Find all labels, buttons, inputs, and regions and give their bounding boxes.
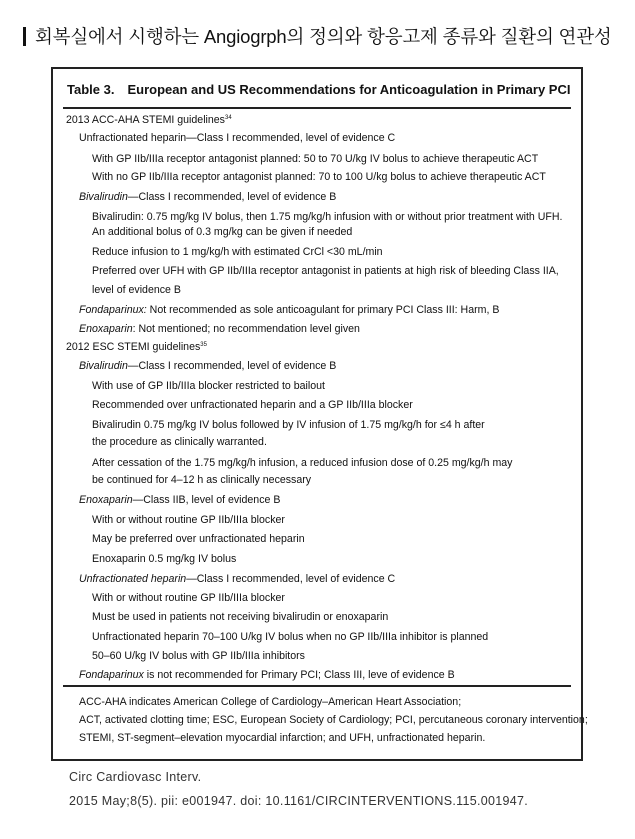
drug-name: Enoxaparin xyxy=(79,323,133,335)
detail-row xyxy=(92,533,305,546)
line-text: 2013 ACC-AHA STEMI guidelines xyxy=(66,114,225,126)
line-text: With no GP IIb/IIIa receptor antagonist planned: 70 to 100 U/kg bolus to achieve therapeutic ACT xyxy=(92,171,546,183)
line-text: Reduce infusion to 1 mg/kg/h with estimated CrCl <30 mL/min xyxy=(92,246,383,258)
line-text: : Not mentioned; no recommendation level given xyxy=(132,323,360,335)
guideline-heading xyxy=(66,341,207,354)
detail-row xyxy=(92,611,388,624)
citation-journal: Circ Cardiovasc Interv. xyxy=(69,770,202,784)
line-text: Preferred over UFH with GP IIb/IIIa receptor antagonist in patients at high risk of bleeding Class IIA, xyxy=(92,265,559,277)
drug-name: Fondaparinux xyxy=(79,669,144,681)
line-text: With or without routine GP IIb/IIIa blocker xyxy=(92,592,285,604)
detail-row xyxy=(92,171,546,184)
detail-row xyxy=(92,457,512,470)
table-number: Table 3. xyxy=(67,82,115,97)
reference-superscript: 34 xyxy=(224,115,232,121)
line-text: 2012 ESC STEMI guidelines xyxy=(66,341,201,353)
line-text: 50–60 U/kg IV bolus with GP IIb/IIIa inhibitors xyxy=(92,650,305,662)
page-heading xyxy=(23,24,612,48)
detail-row xyxy=(92,153,538,166)
line-text: May be preferred over unfractionated heparin xyxy=(92,533,305,545)
detail-row xyxy=(92,265,559,278)
drug-row xyxy=(79,669,455,682)
drug-row xyxy=(79,323,360,336)
line-text: be continued for 4–12 h as clinically necessary xyxy=(92,474,312,486)
drug-row xyxy=(79,494,280,507)
detail-row xyxy=(92,380,325,393)
line-text: An additional bolus of 0.3 mg/kg can be given if needed xyxy=(92,226,353,238)
line-text: With or without routine GP IIb/IIIa blocker xyxy=(92,514,285,526)
detail-row xyxy=(92,631,488,644)
footnote-rule xyxy=(63,685,571,687)
line-text: Not recommended as sole anticoagulant for primary PCI Class III: Harm, B xyxy=(146,304,500,316)
detail-row xyxy=(92,284,181,297)
detail-row xyxy=(92,436,267,449)
heading-bar xyxy=(23,27,26,46)
footnote-line: ACT, activated clotting time; ESC, European Society of Cardiology; PCI, percutaneous coronary intervention; xyxy=(79,714,588,726)
line-text: —Class I recommended, level of evidence C xyxy=(186,573,396,585)
drug-row xyxy=(79,304,499,317)
line-text: Must be used in patients not receiving bivalirudin or enoxaparin xyxy=(92,611,389,623)
table-title xyxy=(67,82,570,97)
citation-details: 2015 May;8(5). pii: e001947. doi: 10.1161/CIRCINTERVENTIONS.115.001947. xyxy=(69,794,529,808)
line-text: Bivalirudin: 0.75 mg/kg IV bolus, then 1.75 mg/kg/h infusion with or without prior treatment with UFH. xyxy=(92,211,563,223)
line-text: Unfractionated heparin 70–100 U/kg IV bolus when no GP IIb/IIIa inhibitor is planned xyxy=(92,631,489,643)
drug-name: Unfractionated heparin xyxy=(79,573,187,585)
line-text: Unfractionated heparin—Class I recommended, level of evidence C xyxy=(79,132,396,144)
drug-name: Bivalirudin xyxy=(79,191,128,203)
line-text: is not recommended for Primary PCI; Class III, leve of evidence B xyxy=(143,669,455,681)
detail-row xyxy=(92,474,311,487)
line-text: Enoxaparin 0.5 mg/kg IV bolus xyxy=(92,553,237,565)
line-text: Bivalirudin 0.75 mg/kg IV bolus followed by IV infusion of 1.75 mg/kg/h for ≤4 h after xyxy=(92,419,485,431)
detail-row xyxy=(92,226,352,239)
detail-row xyxy=(92,553,236,566)
guideline-heading xyxy=(66,114,232,127)
drug-row xyxy=(79,360,336,373)
drug-row xyxy=(79,132,395,145)
detail-row xyxy=(92,246,383,259)
line-text: level of evidence B xyxy=(92,284,181,296)
reference-superscript: 35 xyxy=(200,342,207,348)
drug-name: Enoxaparin xyxy=(79,494,133,506)
title-rule xyxy=(63,107,571,109)
detail-row xyxy=(92,514,285,527)
heading-text: 회복실에서 시행하는 Angiogrph의 정의와 항응고제 종류와 질환의 연관성 xyxy=(35,26,612,47)
drug-name: Bivalirudin xyxy=(79,360,128,372)
detail-row xyxy=(92,419,485,432)
detail-row xyxy=(92,592,285,605)
footnote-line: ACC-AHA indicates American College of Cardiology–American Heart Association; xyxy=(79,696,462,708)
table-title-text: European and US Recommendations for Anticoagulation in Primary PCI xyxy=(127,82,571,97)
drug-row xyxy=(79,191,336,204)
table-box xyxy=(51,67,588,761)
footnote-line: STEMI, ST-segment–elevation myocardial infarction; and UFH, unfractionated heparin. xyxy=(79,732,486,744)
line-text: With use of GP IIb/IIIa blocker restricted to bailout xyxy=(92,380,325,392)
line-text: the procedure as clinically warranted. xyxy=(92,436,267,448)
detail-row xyxy=(92,211,562,224)
detail-row xyxy=(92,399,413,412)
detail-row xyxy=(92,650,305,663)
line-text: —Class IIB, level of evidence B xyxy=(132,494,281,506)
drug-row xyxy=(79,573,395,586)
line-text: After cessation of the 1.75 mg/kg/h infusion, a reduced infusion dose of 0.25 mg/kg/h may xyxy=(92,457,513,469)
line-text: Recommended over unfractionated heparin and a GP IIb/IIIa blocker xyxy=(92,399,413,411)
line-text: —Class I recommended, level of evidence B xyxy=(127,360,337,372)
line-text: With GP IIb/IIIa receptor antagonist planned: 50 to 70 U/kg IV bolus to achieve therapeutic ACT xyxy=(92,153,539,165)
drug-name: Fondaparinux: xyxy=(79,304,147,316)
line-text: —Class I recommended, level of evidence B xyxy=(127,191,337,203)
